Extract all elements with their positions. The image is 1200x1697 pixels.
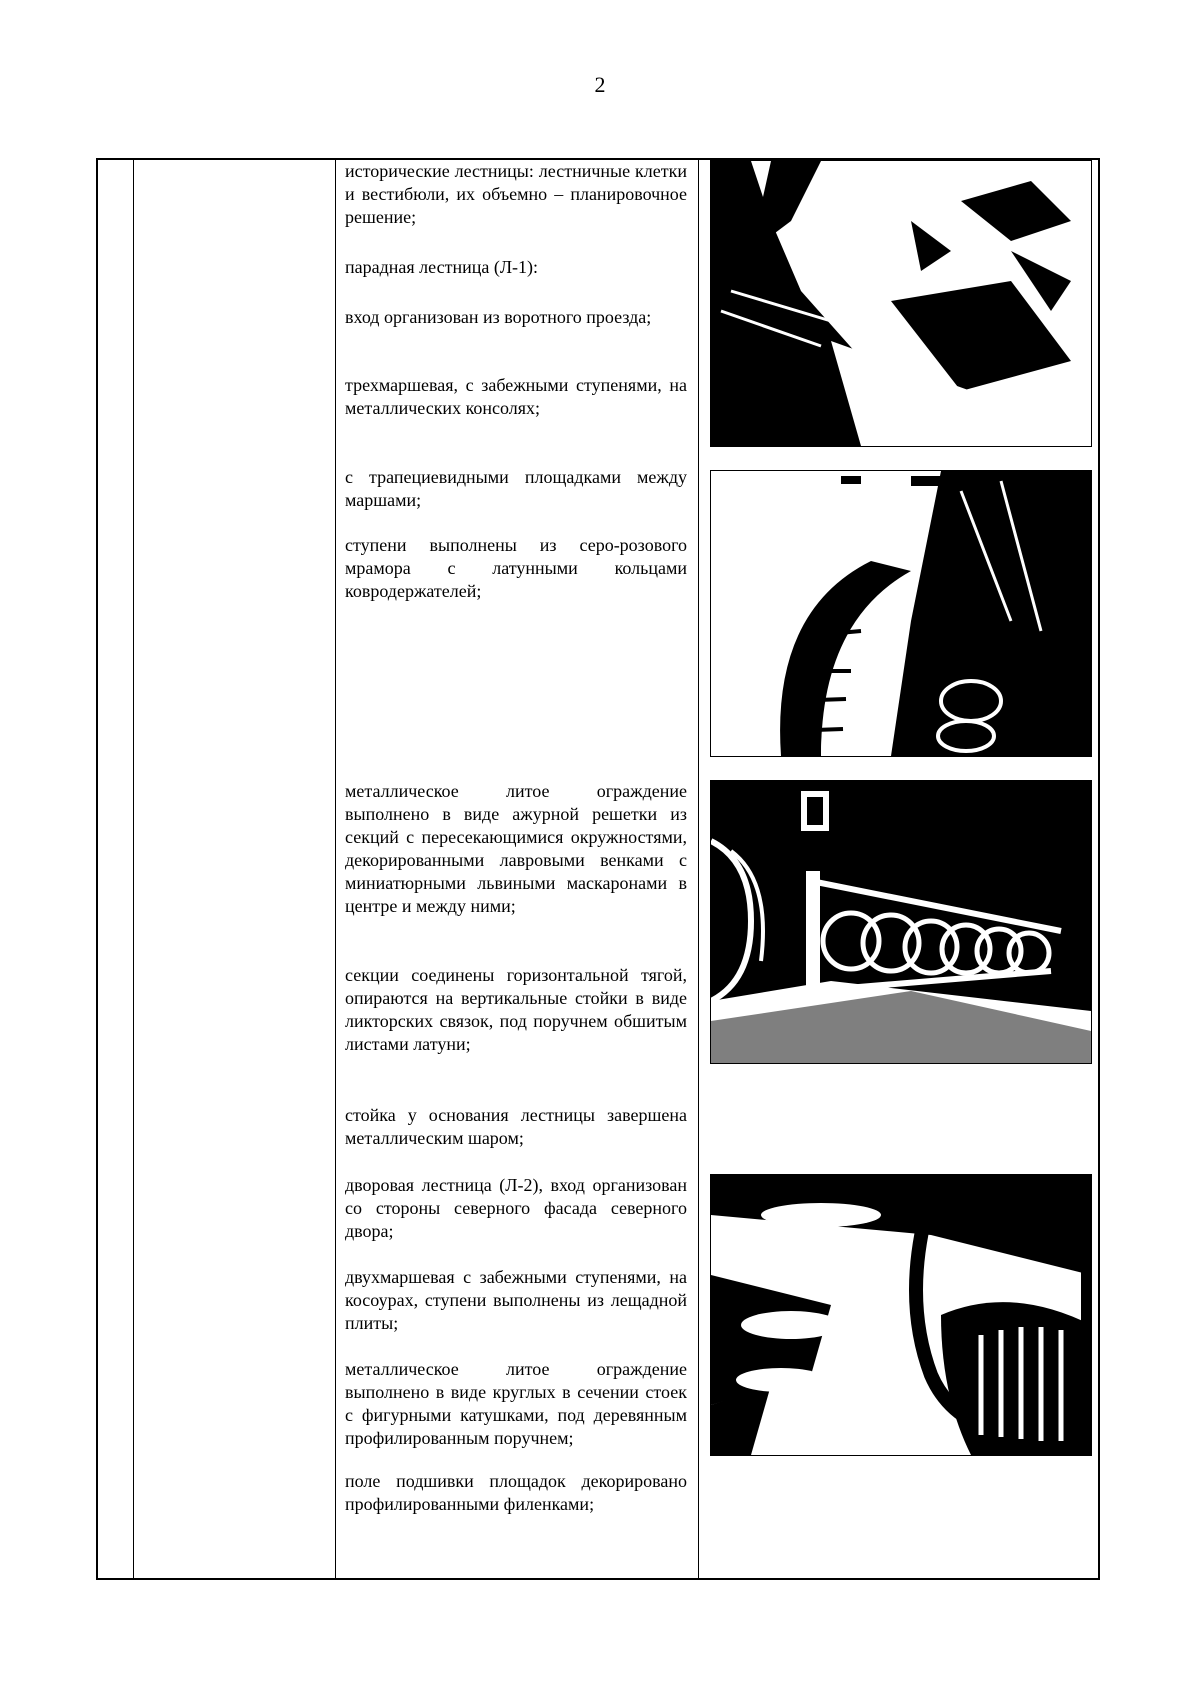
paragraph-round-posts: металлическое литое ограждение выполнено в виде круглых в сечении стоек с фигурными катушками, под деревянным профилированным поручнем; [345,1359,687,1448]
paragraph-historic-stairs: исторические лестницы: лестничные клетки и вестибюли, их объемно – планировочное решение; [345,161,687,227]
column-divider-1 [133,158,134,1580]
paragraph-main-stair: парадная лестница (Л-1): [345,257,539,277]
railing-photo [710,780,1092,1064]
staircase-photo-1 [710,160,1092,447]
paragraph-panels: поле подшивки площадок декорировано профилированными филенками; [345,1471,687,1514]
paragraph-marble-steps: ступени выполнены из серо-розового мрамора с латунными кольцами ковродержателей; [345,535,687,601]
staircase-photo-2 [710,470,1092,757]
paragraph-courtyard-stair: дворовая лестница (Л-2), вход организован со стороны северного фасада северного двора; [345,1175,687,1241]
paragraph-cast-railing: металлическое литое ограждение выполнено в виде ажурной решетки из секций с пересекающимися окружностями, декорированными лавровыми венками с миниатюрными львиными маскаронами в центре и между ними; [345,781,687,916]
paragraph-two-flight: двухмаршевая с забежными ступенями, на косоурах, ступени выполнены из лещадной плиты; [345,1267,687,1333]
column-divider-2 [335,158,336,1580]
column-divider-3 [698,158,699,1580]
paragraph-three-flight: трехмаршевая, с забежными ступенями, на металлических консолях; [345,375,687,418]
paragraph-newel: стойка у основания лестницы завершена металлическим шаром; [345,1105,687,1148]
paragraph-landings: с трапециевидными площадками между маршами; [345,467,687,510]
courtyard-staircase-photo [710,1174,1092,1456]
paragraph-entrance: вход организован из воротного проезда; [345,307,652,327]
paragraph-sections: секции соединены горизонтальной тягой, опираются на вертикальные стойки в виде ликторских связок, под поручнем обшитым листами латуни; [345,965,687,1054]
page-number: 2 [594,72,606,97]
